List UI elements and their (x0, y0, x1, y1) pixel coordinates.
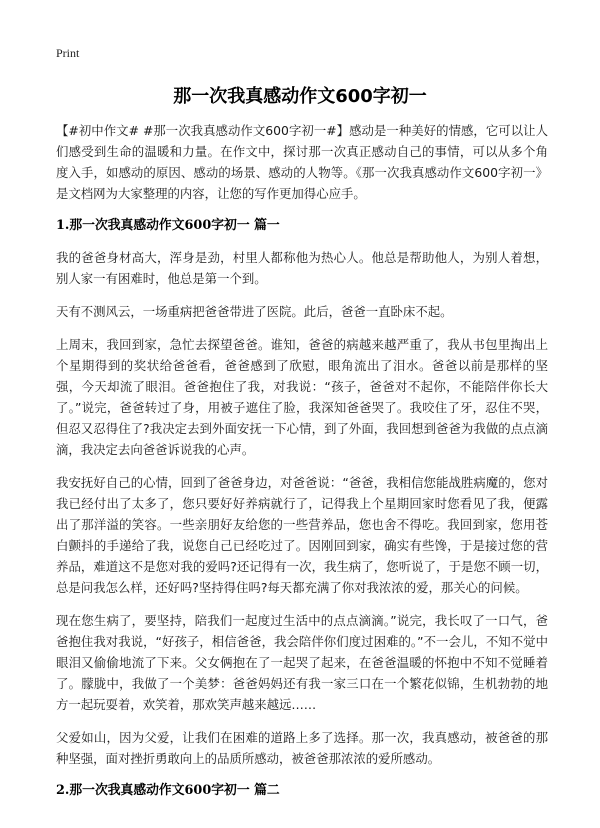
intro-paragraph: 【#初中作文# #那一次我真感动作文600字初一#】感动是一种美好的情感，它可以让人们感受到生命的温暖和力量。在作文中，探讨那一次真正感动自己的事情，可以从多个角度入手，如感动的原因、感动的场景、感动的人物等。《那一次我真感动作文600字初一》是文档网为大家整理的内容，让您的写作更加得心应手。 (56, 123, 548, 201)
section-heading-1: 1.那一次我真感动作文600字初一 篇一 (56, 218, 280, 233)
page-title: 那一次我真感动作文600字初一 (173, 86, 427, 107)
article-body (56, 120, 548, 812)
section1-paragraph-5: 现在您生病了，要坚持，陪我们一起度过生活中的点点滴滴。”说完，我长叹了一口气，爸爸抱住我对我说，“好孩子，相信爸爸，我会陪伴你们度过困难的。”不一会儿，不知不觉中眼泪又偷偷地流了下来。父女俩抱在了一起哭了起来，在爸爸温暖的怀抱中不知不觉睡着了。朦胧中，我做了一个美梦：爸爸妈妈还有我一家三口在一个繁花似锦，生机勃勃的地方一起玩耍着，欢笑着，那欢笑声越来越远…… (56, 613, 548, 712)
section-heading-2: 2.那一次我真感动作文600字初一 篇二 (56, 783, 280, 798)
print-link[interactable]: Print (56, 46, 80, 60)
section1-paragraph-2: 天有不测风云，一场重病把爸爸带进了医院。此后，爸爸一直卧床不起。 (56, 304, 453, 319)
section1-paragraph-6: 父爱如山，因为父爱，让我们在困难的道路上多了选择。那一次，我真感动，被爸爸的那种坚强，面对挫折勇敢向上的品质所感动，被爸爸那浓浓的爱所感动。 (56, 730, 548, 766)
section1-paragraph-3: 上周末，我回到家，急忙去探望爸爸。谁知，爸爸的病越来越严重了，我从书包里掏出上个星期得到的奖状给爸爸看，爸爸感到了欣慰，眼角流出了泪水。爸爸以前是那样的坚强，今天却流了眼泪。爸爸抱住了我，对我说：“孩子，爸爸对不起你，不能陪伴你长大了。”说完，爸爸转过了身，用被子遮住了脸，我深知爸爸哭了。我咬住了牙，忍住不哭，但忍又忍得住了?我决定去到外面安抚一下心情，到了外面，我回想到爸爸为我做的点点滴滴，我决定去向爸爸诉说我的心声。 (56, 337, 548, 457)
section1-paragraph-4: 我安抚好自己的心情，回到了爸爸身边，对爸爸说：“爸爸，我相信您能战胜病魔的，您对我已经付出了太多了，您只要好好养病就行了，记得我上个星期回家时您看见了我，便露出了那洋溢的笑容。一些亲朋好友给您的一些营养品，您也舍不得吃。我回到家，您用苍白颤抖的手递给了我，说您自己已经吃过了。因刚回到家，确实有些馋，于是接过您的营养品，难道这不是您对我的爱吗?还记得有一次，我生病了，您听说了，于是您不顾一切，总是问我怎么样，还好吗?坚持得住吗?每天都充满了你对我浓浓的爱，那关心的问候。 (56, 475, 548, 595)
section1-paragraph-1: 我的爸爸身材高大，浑身是劲，村里人都称他为热心人。他总是帮助他人，为别人着想，别人家一有困难时，他总是第一个到。 (56, 250, 548, 286)
